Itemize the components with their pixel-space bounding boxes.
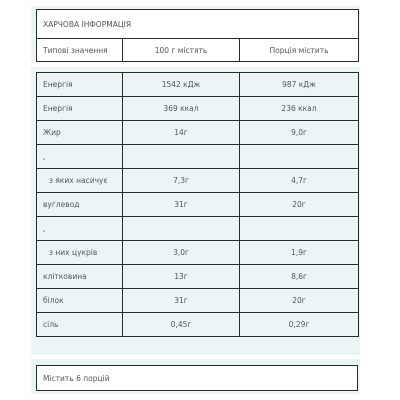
portion-value: 20г — [240, 193, 359, 217]
nutrient-label: білок — [37, 289, 123, 313]
nutrition-table — [36, 72, 359, 337]
per100-value — [123, 217, 240, 241]
table-row — [37, 241, 359, 265]
table-row — [37, 265, 359, 289]
nutrient-label: Жир — [37, 121, 123, 145]
nutrition-footer-group — [31, 359, 360, 394]
portion-value: 236 ккал — [240, 97, 359, 121]
table-row — [37, 289, 359, 313]
nutrient-label: вуглевод — [37, 193, 123, 217]
nutrient-label: Енергія — [37, 97, 123, 121]
table-row — [37, 97, 359, 121]
per100-value: 14г — [123, 121, 240, 145]
table-row — [37, 145, 359, 169]
nutrient-label: клітковина — [37, 265, 123, 289]
per100-value: 1542 кДж — [123, 73, 240, 97]
portion-value: 9,0г — [240, 121, 359, 145]
nutrition-header-group — [31, 6, 360, 61]
table-row — [37, 217, 359, 241]
table-row — [37, 73, 359, 97]
column-header-row — [37, 39, 359, 62]
table-row — [37, 169, 359, 193]
per100-value: 369 ккал — [123, 97, 240, 121]
per100-value — [123, 145, 240, 169]
portion-value: 987 кДж — [240, 73, 359, 97]
nutrient-label: сіль — [37, 313, 123, 337]
table-row — [37, 313, 359, 337]
portion-value: 8,6г — [240, 265, 359, 289]
nutrition-rows — [37, 73, 359, 337]
per100-value: 0,45г — [123, 313, 240, 337]
nutrient-label: , — [37, 217, 123, 241]
per100-value: 3,0г — [123, 241, 240, 265]
portion-value — [240, 217, 359, 241]
nutrition-header-table — [36, 9, 359, 62]
table-title: ХАРЧОВА ІНФОРМАЦІЯ — [37, 10, 359, 39]
nutrition-footer-table — [36, 365, 358, 391]
per100-value: 31г — [123, 193, 240, 217]
portion-value: 0,29г — [240, 313, 359, 337]
table-title-row — [37, 10, 359, 39]
nutrient-label: , — [37, 145, 123, 169]
per100-value: 7,3г — [123, 169, 240, 193]
column-header-portion: Порція містить — [240, 39, 359, 62]
nutrient-label: з яких насичує — [37, 169, 123, 193]
nutrient-label: Енергія — [37, 73, 123, 97]
portion-value — [240, 145, 359, 169]
servings-note: Містить 6 порцій — [37, 366, 358, 391]
per100-value: 13г — [123, 265, 240, 289]
table-row — [37, 193, 359, 217]
nutrient-label: з них цукрів — [37, 241, 123, 265]
table-row — [37, 121, 359, 145]
per100-value: 31г — [123, 289, 240, 313]
nutrition-body-group — [31, 67, 360, 355]
portion-value: 1,9г — [240, 241, 359, 265]
column-header-label: Типові значення — [37, 39, 123, 62]
portion-value: 20г — [240, 289, 359, 313]
portion-value: 4,7г — [240, 169, 359, 193]
column-header-per100: 100 г містять — [123, 39, 240, 62]
